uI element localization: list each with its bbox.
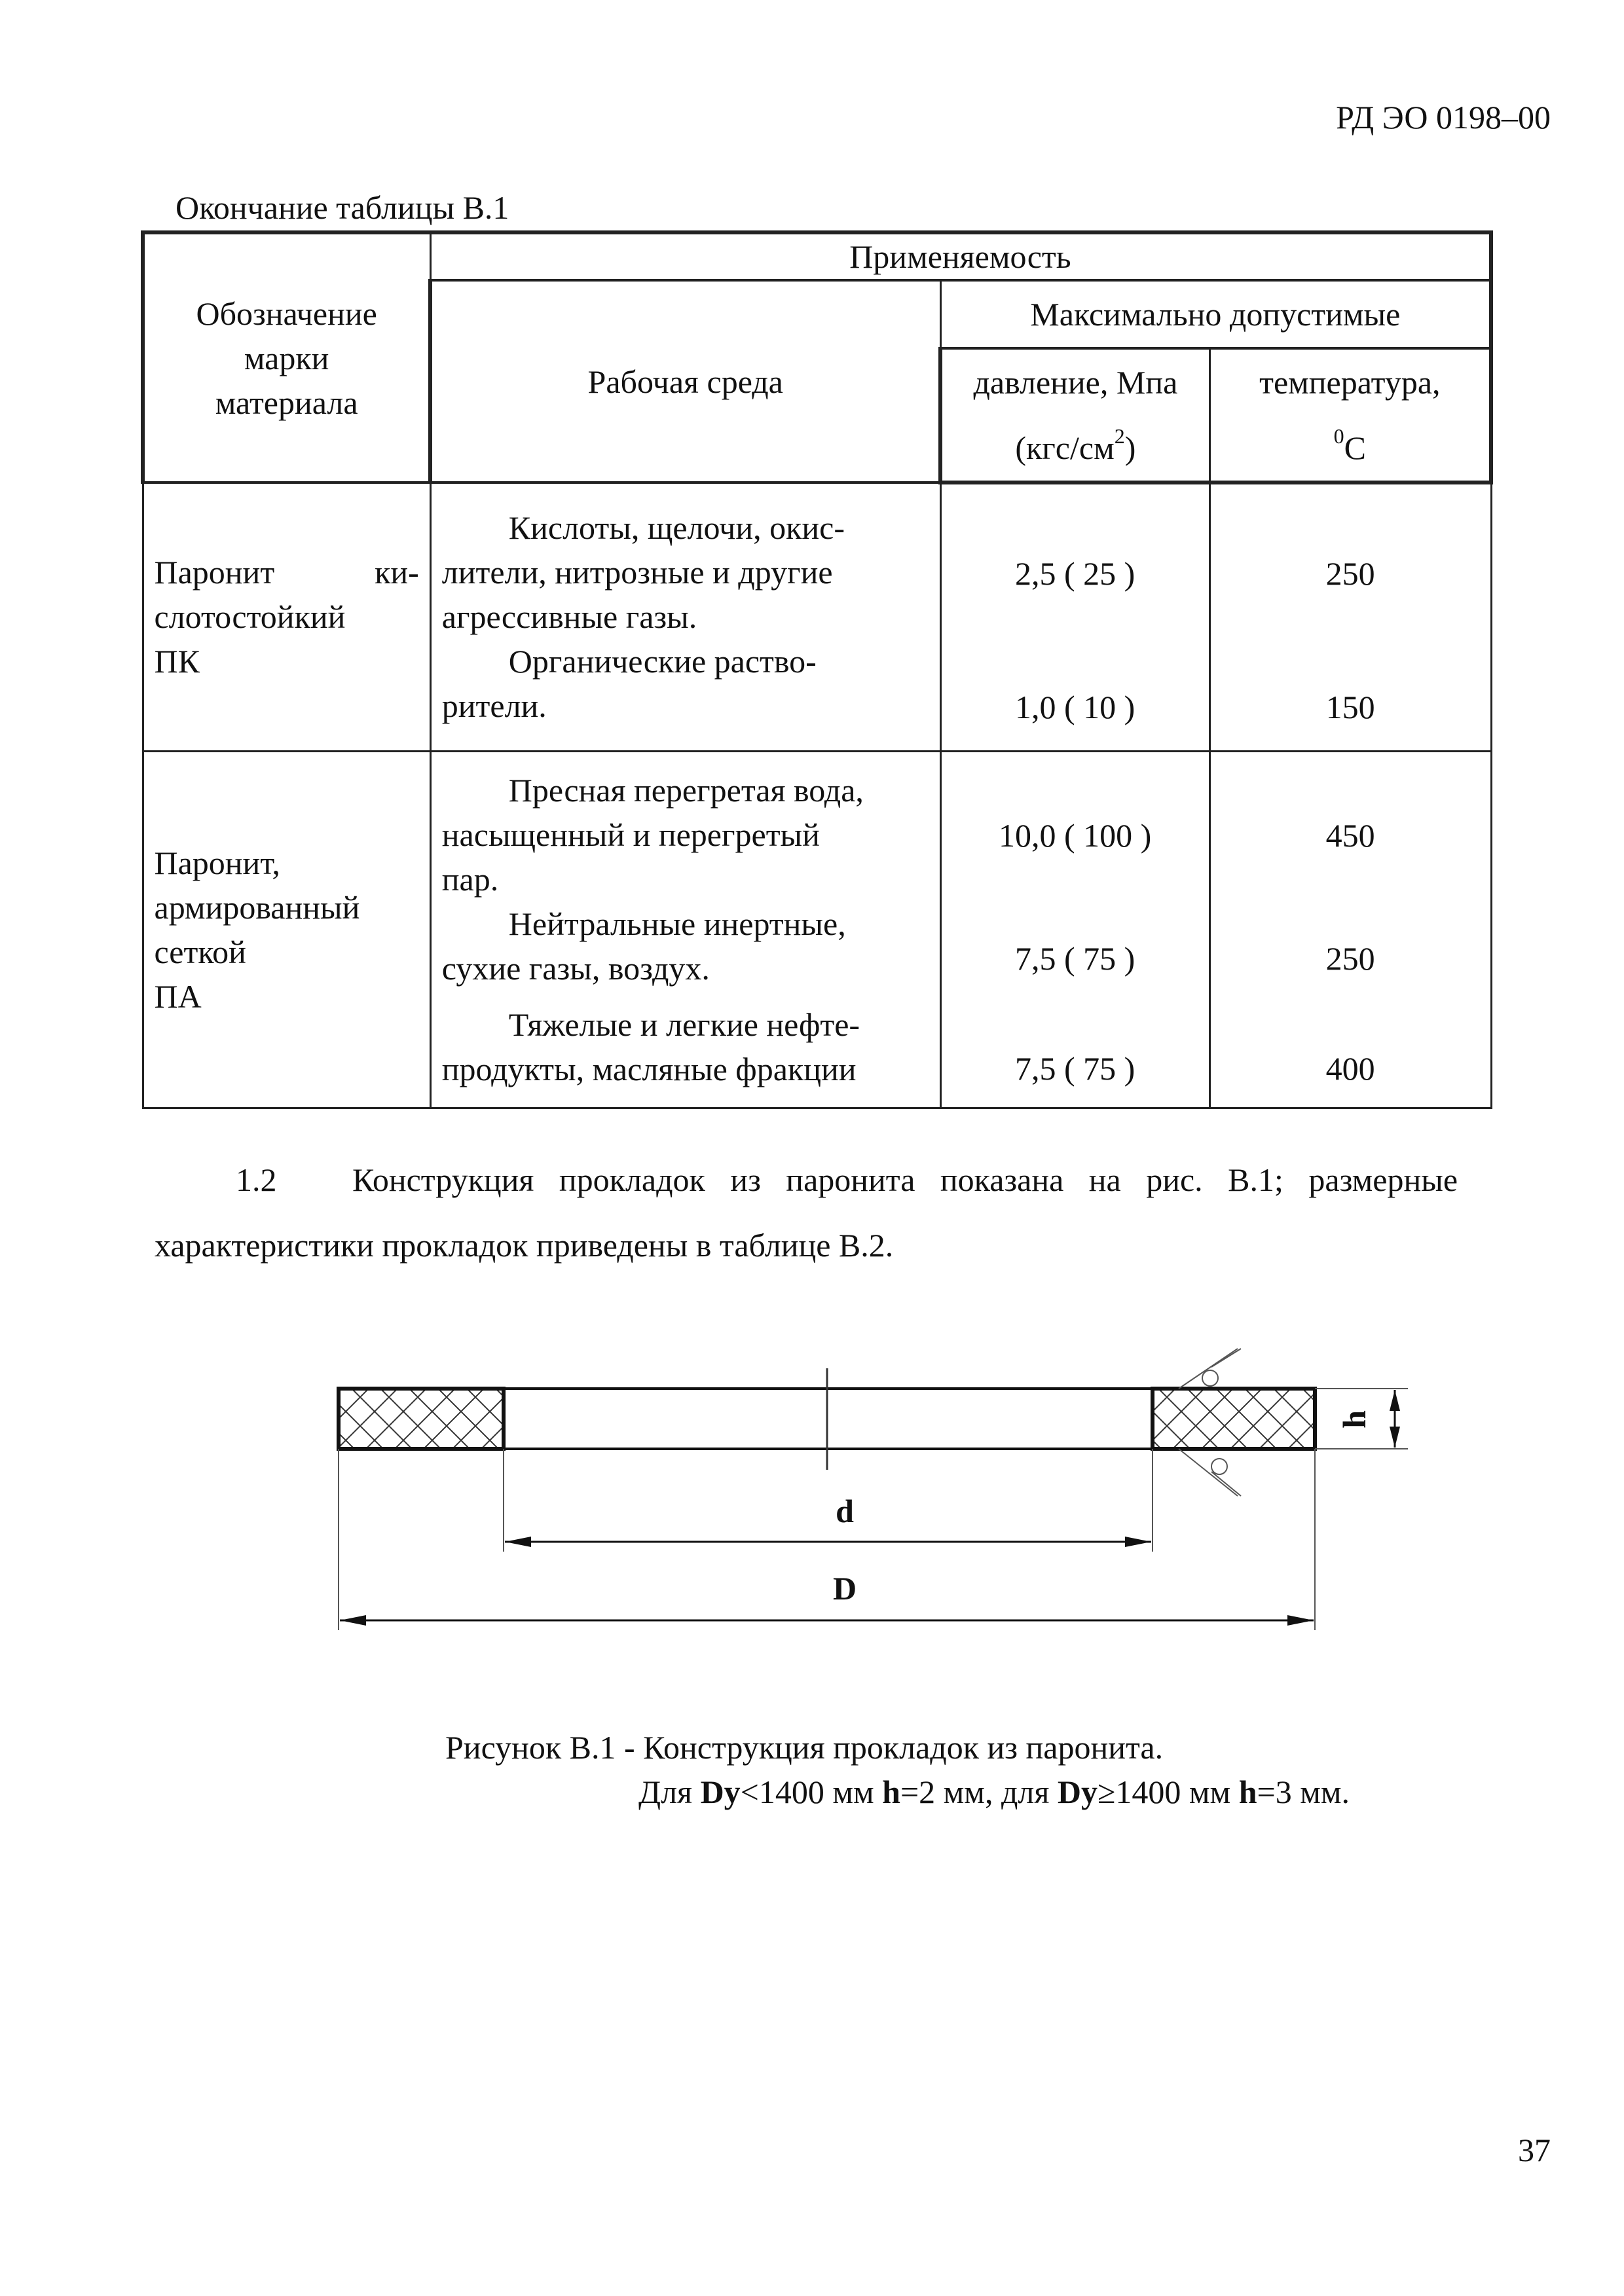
header-max-allowed: Максимально допустимые — [940, 280, 1491, 348]
figure-caption-title: Рисунок В.1 - Конструкция прокладок из паронита. — [445, 1729, 1164, 1766]
header-mark: Обозначение марки материала — [143, 232, 430, 483]
figure-caption-note: Для Dy<1400 мм h=2 мм, для Dy≥1400 мм h=3 мм. — [638, 1774, 1350, 1810]
gasket-section-right — [1153, 1389, 1315, 1449]
label-h: h — [1336, 1410, 1373, 1429]
table-caption: Окончание таблицы В.1 — [175, 189, 509, 226]
document-code: РД ЭО 0198–00 — [1336, 99, 1551, 136]
row-pressure-pa: 10,0 ( 100 ) 7,5 ( 75 ) 7,5 ( 75 ) — [940, 751, 1209, 1108]
header-pressure: давление, Мпа $(кгс/см^2)$ — [940, 348, 1209, 483]
row-env-pk: Кислоты, щелочи, окис- лители, нитрозные и другие агрессивные газы. Органические раство- рители. — [430, 483, 940, 751]
row-temperature-pk: 250 150 — [1209, 483, 1491, 751]
surface-finish-mark-top — [1179, 1349, 1241, 1389]
row-mark-pk: Паронит ки- слотостойкий ПК — [143, 483, 430, 751]
label-d: d — [836, 1493, 854, 1529]
label-D: D — [832, 1570, 857, 1607]
row-env-pa: Пресная перегретая вода, насыщенный и перегретый пар. Нейтральные инертные, сухие газы, воздух. Тяжелые и легкие нефте- продукты, масляные фракции — [430, 751, 940, 1108]
row-pressure-pk: 2,5 ( 25 ) 1,0 ( 10 ) — [940, 483, 1209, 751]
row-temperature-pa: 450 250 400 — [1209, 751, 1491, 1108]
header-environment: Рабочая среда — [430, 280, 940, 483]
page-number: 37 — [1518, 2132, 1551, 2168]
header-applicability: Применяемость — [430, 232, 1491, 280]
surface-finish-mark-bottom — [1179, 1449, 1241, 1496]
row-mark-pa: Паронит, армированный сеткой ПА — [143, 751, 430, 1108]
paragraph-1-2: 1.2 Конструкция прокладок из паронита показана на рис. В.1; размерные характеристики прокладок приведены в таблице В.2. — [155, 1161, 1458, 1264]
header-temperature: температура, $^0$С — [1209, 348, 1491, 483]
gasket-section-left — [339, 1389, 504, 1449]
